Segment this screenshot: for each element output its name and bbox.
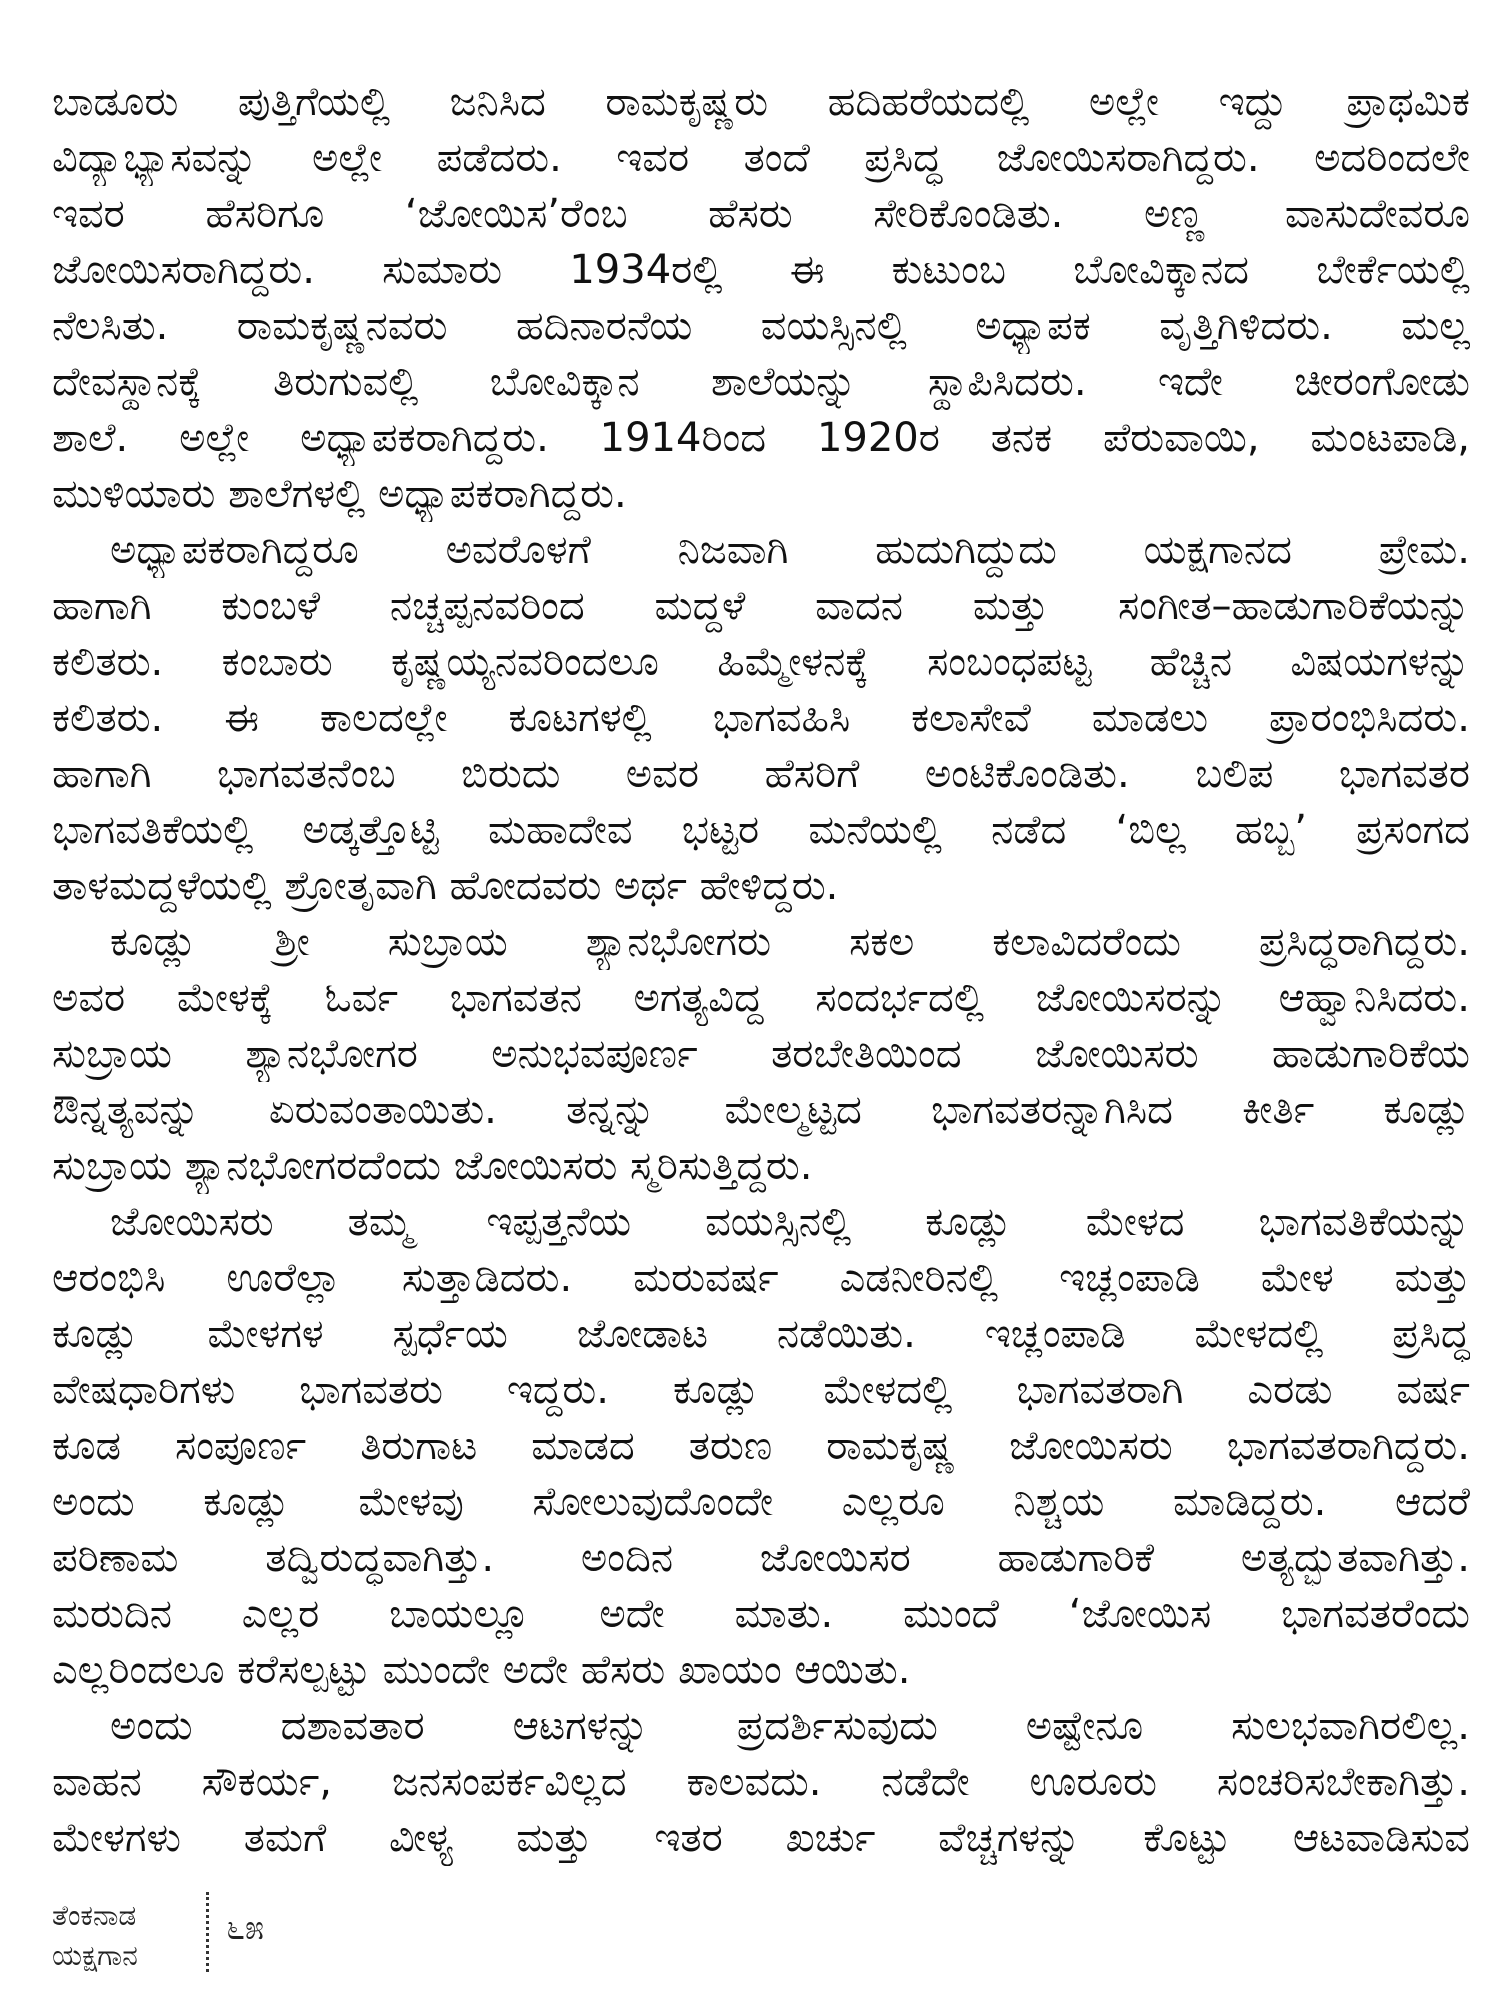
- text-line: ಸುಬ್ರಾಯ ಶ್ಯಾನಭೋಗರದೆಂದು ಜೋಯಿಸರು ಸ್ಮರಿಸುತ್ತಿದ್ದರು.: [52, 1143, 813, 1189]
- paragraph: [52, 1194, 1470, 1698]
- book-title-line: ಯಕ್ಷಗಾನ: [52, 1939, 138, 1972]
- text-line: ಬಾಡೂರು ಪುತ್ತಿಗೆಯಲ್ಲಿ ಜನಿಸಿದ ರಾಮಕೃಷ್ಣರು ಹದಿಹರೆಯದಲ್ಲಿ ಅಲ್ಲೇ ಇದ್ದು ಪ್ರಾಥಮಿಕ: [52, 79, 1470, 125]
- dotted-separator: [206, 1892, 209, 1972]
- body-text: [52, 74, 1470, 1866]
- page-number: ೬೫: [226, 1908, 265, 1948]
- text-line: ಮೇಳಗಳು ತಮಗೆ ವೀಳ್ಯ ಮತ್ತು ಇತರ ಖರ್ಚು ವೆಚ್ಚಗಳನ್ನು ಕೊಟ್ಟು ಆಟವಾಡಿಸುವ: [52, 1815, 1470, 1861]
- text-line: ಕೂಡ್ಲು ಮೇಳಗಳ ಸ್ಪರ್ಧೆಯ ಜೋಡಾಟ ನಡೆಯಿತು. ಇಚ್ಲಂಪಾಡಿ ಮೇಳದಲ್ಲಿ ಪ್ರಸಿದ್ಧ: [52, 1311, 1470, 1357]
- text-line: ತಾಳಮದ್ದಳೆಯಲ್ಲಿ ಶ್ರೋತೃವಾಗಿ ಹೋದವರು ಅರ್ಥ ಹೇಳಿದ್ದರು.: [52, 863, 839, 909]
- text-line: ಕಲಿತರು. ಕಂಬಾರು ಕೃಷ್ಣಯ್ಯನವರಿಂದಲೂ ಹಿಮ್ಮೇಳನಕ್ಕೆ ಸಂಬಂಧಪಟ್ಟ ಹೆಚ್ಚಿನ ವಿಷಯಗಳನ್ನು: [52, 639, 1470, 685]
- text-line: ವೇಷಧಾರಿಗಳು ಭಾಗವತರು ಇದ್ದರು. ಕೂಡ್ಲು ಮೇಳದಲ್ಲಿ ಭಾಗವತರಾಗಿ ಎರಡು ವರ್ಷ: [52, 1367, 1470, 1413]
- text-line: ಶಾಲೆ. ಅಲ್ಲೇ ಅಧ್ಯಾಪಕರಾಗಿದ್ದರು. 1914ರಿಂದ 1920ರ ತನಕ ಪೆರುವಾಯಿ, ಮಂಟಪಾಡಿ,: [52, 415, 1470, 461]
- text-line: ಅಧ್ಯಾಪಕರಾಗಿದ್ದರೂ ಅವರೊಳಗೆ ನಿಜವಾಗಿ ಹುದುಗಿದ್ದುದು ಯಕ್ಷಗಾನದ ಪ್ರೇಮ.: [110, 527, 1470, 573]
- text-line: ಜೋಯಿಸರಾಗಿದ್ದರು. ಸುಮಾರು 1934ರಲ್ಲಿ ಈ ಕುಟುಂಬ ಬೋವಿಕ್ಕಾನದ ಬೇರ್ಕೆಯಲ್ಲಿ: [52, 247, 1470, 293]
- book-title: [52, 1896, 138, 1976]
- text-line: ಇವರ ಹೆಸರಿಗೂ ‘ಜೋಯಿಸ’ರೆಂಬ ಹೆಸರು ಸೇರಿಕೊಂಡಿತು. ಅಣ್ಣ ವಾಸುದೇವರೂ: [52, 191, 1470, 237]
- paragraph: [52, 74, 1470, 522]
- page-footer: [52, 1890, 452, 1980]
- text-line: ಕಲಿತರು. ಈ ಕಾಲದಲ್ಲೇ ಕೂಟಗಳಲ್ಲಿ ಭಾಗವಹಿಸಿ ಕಲಾಸೇವೆ ಮಾಡಲು ಪ್ರಾರಂಭಿಸಿದರು.: [52, 695, 1470, 741]
- text-line: ಮುಳಿಯಾರು ಶಾಲೆಗಳಲ್ಲಿ ಅಧ್ಯಾಪಕರಾಗಿದ್ದರು.: [52, 471, 627, 517]
- paragraph: [52, 1698, 1470, 1866]
- text-line: ನೆಲಸಿತು. ರಾಮಕೃಷ್ಣನವರು ಹದಿನಾರನೆಯ ವಯಸ್ಸಿನಲ್ಲಿ ಅಧ್ಯಾಪಕ ವೃತ್ತಿಗಿಳಿದರು. ಮಲ್ಲ: [52, 303, 1470, 349]
- text-line: ಭಾಗವತಿಕೆಯಲ್ಲಿ ಅಡ್ಕತ್ತೊಟ್ಟಿ ಮಹಾದೇವ ಭಟ್ಟರ ಮನೆಯಲ್ಲಿ ನಡೆದ ‘ಬಿಲ್ಲ ಹಬ್ಬ’ ಪ್ರಸಂಗದ: [52, 807, 1470, 853]
- text-line: ಅಂದು ಕೂಡ್ಲು ಮೇಳವು ಸೋಲುವುದೊಂದೇ ಎಲ್ಲರೂ ನಿಶ್ಚಯ ಮಾಡಿದ್ದರು. ಆದರೆ: [52, 1479, 1470, 1525]
- text-line: ದೇವಸ್ಥಾನಕ್ಕೆ ತಿರುಗುವಲ್ಲಿ ಬೋವಿಕ್ಕಾನ ಶಾಲೆಯನ್ನು ಸ್ಥಾಪಿಸಿದರು. ಇದೇ ಚೀರಂಗೋಡು: [52, 359, 1470, 405]
- text-line: ಎಲ್ಲರಿಂದಲೂ ಕರೆಸಲ್ಪಟ್ಟು ಮುಂದೇ ಅದೇ ಹೆಸರು ಖಾಯಂ ಆಯಿತು.: [52, 1647, 911, 1693]
- text-line: ಹಾಗಾಗಿ ಕುಂಬಳೆ ನಚ್ಚಪ್ಪನವರಿಂದ ಮದ್ದಳೆ ವಾದನ ಮತ್ತು ಸಂಗೀತ–ಹಾಡುಗಾರಿಕೆಯನ್ನು: [52, 583, 1470, 629]
- text-line: ಮರುದಿನ ಎಲ್ಲರ ಬಾಯಲ್ಲೂ ಅದೇ ಮಾತು. ಮುಂದೆ ‘ಜೋಯಿಸ ಭಾಗವತರೆಂದು: [52, 1591, 1470, 1637]
- text-line: ವಾಹನ ಸೌಕರ್ಯ, ಜನಸಂಪರ್ಕವಿಲ್ಲದ ಕಾಲವದು. ನಡೆದೇ ಊರೂರು ಸಂಚರಿಸಬೇಕಾಗಿತ್ತು.: [52, 1759, 1470, 1805]
- text-line: ಆರಂಭಿಸಿ ಊರೆಲ್ಲಾ ಸುತ್ತಾಡಿದರು. ಮರುವರ್ಷ ಎಡನೀರಿನಲ್ಲಿ ಇಚ್ಲಂಪಾಡಿ ಮೇಳ ಮತ್ತು: [52, 1255, 1470, 1301]
- text-line: ಸುಬ್ರಾಯ ಶ್ಯಾನಭೋಗರ ಅನುಭವಪೂರ್ಣ ತರಬೇತಿಯಿಂದ ಜೋಯಿಸರು ಹಾಡುಗಾರಿಕೆಯ: [52, 1031, 1470, 1077]
- text-line: ವಿದ್ಯಾಭ್ಯಾಸವನ್ನು ಅಲ್ಲೇ ಪಡೆದರು. ಇವರ ತಂದೆ ಪ್ರಸಿದ್ಧ ಜೋಯಿಸರಾಗಿದ್ದರು. ಅದರಿಂದಲೇ: [52, 135, 1470, 181]
- text-line: ಪರಿಣಾಮ ತದ್ವಿರುದ್ಧವಾಗಿತ್ತು. ಅಂದಿನ ಜೋಯಿಸರ ಹಾಡುಗಾರಿಕೆ ಅತ್ಯದ್ಭುತವಾಗಿತ್ತು.: [52, 1535, 1470, 1581]
- text-line: ಅವರ ಮೇಳಕ್ಕೆ ಓರ್ವ ಭಾಗವತನ ಅಗತ್ಯವಿದ್ದ ಸಂದರ್ಭದಲ್ಲಿ ಜೋಯಿಸರನ್ನು ಆಹ್ವಾನಿಸಿದರು.: [52, 975, 1470, 1021]
- book-title-line: ತೆಂಕನಾಡ: [52, 1899, 137, 1932]
- text-line: ಔನ್ನತ್ಯವನ್ನು ಏರುವಂತಾಯಿತು. ತನ್ನನ್ನು ಮೇಲ್ಮಟ್ಟದ ಭಾಗವತರನ್ನಾಗಿಸಿದ ಕೀರ್ತಿ ಕೂಡ್ಲು: [52, 1087, 1470, 1133]
- text-line: ಹಾಗಾಗಿ ಭಾಗವತನೆಂಬ ಬಿರುದು ಅವರ ಹೆಸರಿಗೆ ಅಂಟಿಕೊಂಡಿತು. ಬಲಿಪ ಭಾಗವತರ: [52, 751, 1470, 797]
- text-line: ಜೋಯಿಸರು ತಮ್ಮ ಇಪ್ಪತ್ತನೆಯ ವಯಸ್ಸಿನಲ್ಲಿ ಕೂಡ್ಲು ಮೇಳದ ಭಾಗವತಿಕೆಯನ್ನು: [110, 1199, 1470, 1245]
- text-line: ಕೂಡ ಸಂಪೂರ್ಣ ತಿರುಗಾಟ ಮಾಡದ ತರುಣ ರಾಮಕೃಷ್ಣ ಜೋಯಿಸರು ಭಾಗವತರಾಗಿದ್ದರು.: [52, 1423, 1470, 1469]
- text-line: ಅಂದು ದಶಾವತಾರ ಆಟಗಳನ್ನು ಪ್ರದರ್ಶಿಸುವುದು ಅಷ್ಟೇನೂ ಸುಲಭವಾಗಿರಲಿಲ್ಲ.: [110, 1703, 1470, 1749]
- paragraph: [52, 522, 1470, 914]
- paragraph: [52, 914, 1470, 1194]
- text-line: ಕೂಡ್ಲು ಶ್ರೀ ಸುಬ್ರಾಯ ಶ್ಯಾನಭೋಗರು ಸಕಲ ಕಲಾವಿದರೆಂದು ಪ್ರಸಿದ್ಧರಾಗಿದ್ದರು.: [110, 919, 1470, 965]
